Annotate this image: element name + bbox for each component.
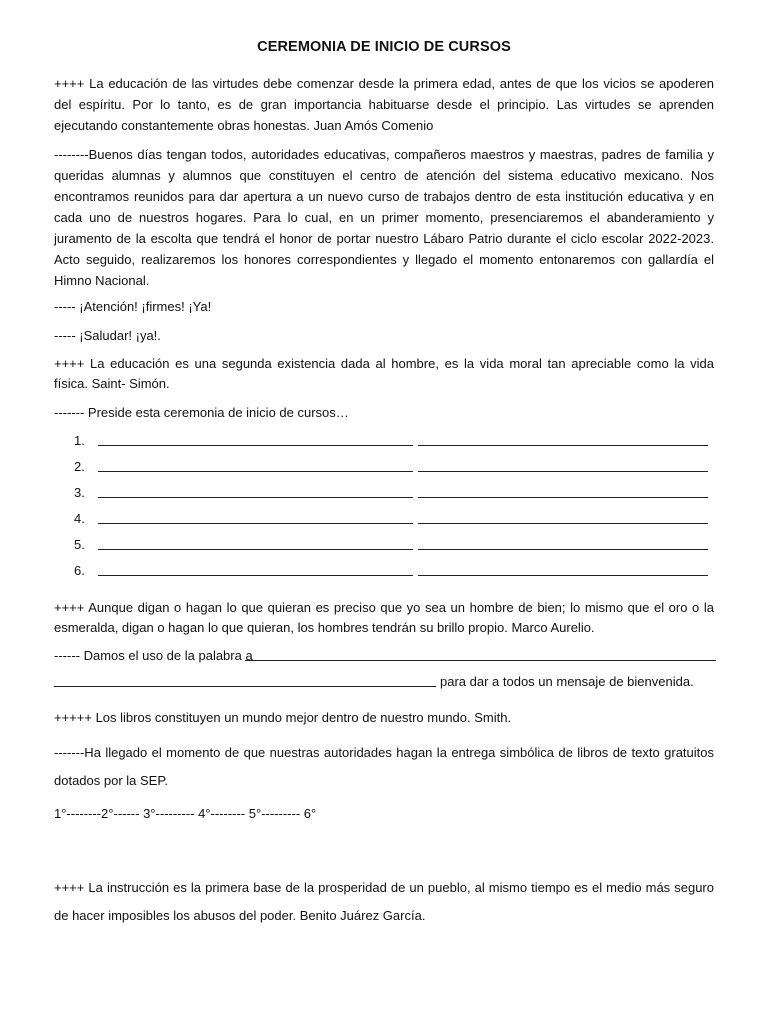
command-attention: ----- ¡Atención! ¡firmes! ¡Ya! [54, 299, 212, 314]
role-blank [418, 445, 708, 446]
quote-smith: +++++ Los libros constituyen un mundo mejor dentro de nuestro mundo. Smith. [54, 710, 512, 725]
name-blank [98, 497, 413, 498]
speaker-line-continued [54, 672, 716, 692]
list-number: 2. [74, 459, 85, 474]
quote-benito-juarez: ++++ La instrucción es la primera base de la prosperidad de un pueblo, al mismo tiempo es el medio más seguro de hacer imposibles los abusos del poder. Benito Juárez García. [54, 880, 714, 923]
list-number: 4. [74, 511, 85, 526]
role-blank [418, 523, 708, 524]
name-blank [98, 523, 413, 524]
speaker-intro: ------ Damos el uso de la palabra a [54, 648, 253, 663]
welcome-paragraph: --------Buenos días tengan todos, autoridades educativas, compañeros maestros y maestras, padres de familia y queridas alumnas y alumnos que constituyen el centro de atención del sistema educativo mexicano. Nos encontramos reunidos para dar apertura a un nuevo curso de trabajos dentro de esta institución educativa y en cada uno de nuestros hogares. Para lo cual, en un primer momento, presenciaremos el abanderamiento y juramento de la escolta que tendrá el honor de portar nuestro Lábaro Patrio durante el ciclo escolar 2022-2023. Acto seguido, realizaremos los honores correspondientes y llegado el momento entonaremos con gallardía el Himno Nacional. [54, 147, 714, 288]
name-blank [98, 549, 413, 550]
list-number: 3. [74, 485, 85, 500]
list-number: 1. [74, 433, 85, 448]
speaker-purpose: para dar a todos un mensaje de bienvenida. [440, 674, 694, 689]
speaker-blank-continued [54, 686, 436, 687]
preside-intro: ------- Preside esta ceremonia de inicio de cursos… [54, 405, 349, 420]
name-blank [98, 471, 413, 472]
grades-sequence: 1°--------2°------ 3°--------- 4°-------- 5°--------- 6° [54, 806, 317, 821]
speaker-blank [245, 660, 716, 661]
command-salute: ----- ¡Saludar! ¡ya!. [54, 328, 161, 343]
role-blank [418, 575, 708, 576]
name-blank [98, 575, 413, 576]
quote-marco-aurelio: ++++ Aunque digan o hagan lo que quieran es preciso que yo sea un hombre de bien; lo mismo que el oro o la esmeralda, digan o hagan lo que quieran, los hombres tendrán su brillo propio. Marco Aurelio. [54, 600, 714, 635]
role-blank [418, 471, 708, 472]
name-blank [98, 445, 413, 446]
quote-comenio: ++++ La educación de las virtudes debe comenzar desde la primera edad, antes de que los vicios se apoderen del espíritu. Por lo tanto, es de gran importancia habituarse desde el principio. Las virtudes se aprenden ejecutando constantemente obras honestas. Juan Amós Comenio [54, 76, 714, 133]
speaker-line [54, 646, 716, 666]
books-delivery: -------Ha llegado el momento de que nuestras autoridades hagan la entrega simbólica de libros de texto gratuitos dotados por la SEP. [54, 745, 714, 788]
role-blank [418, 497, 708, 498]
document-title: CEREMONIA DE INICIO DE CURSOS [257, 39, 511, 55]
quote-saint-simon: ++++ La educación es una segunda existencia dada al hombre, es la vida moral tan apreciable como la vida física. Saint- Simón. [54, 356, 714, 391]
role-blank [418, 549, 708, 550]
list-number: 6. [74, 563, 85, 578]
list-number: 5. [74, 537, 85, 552]
